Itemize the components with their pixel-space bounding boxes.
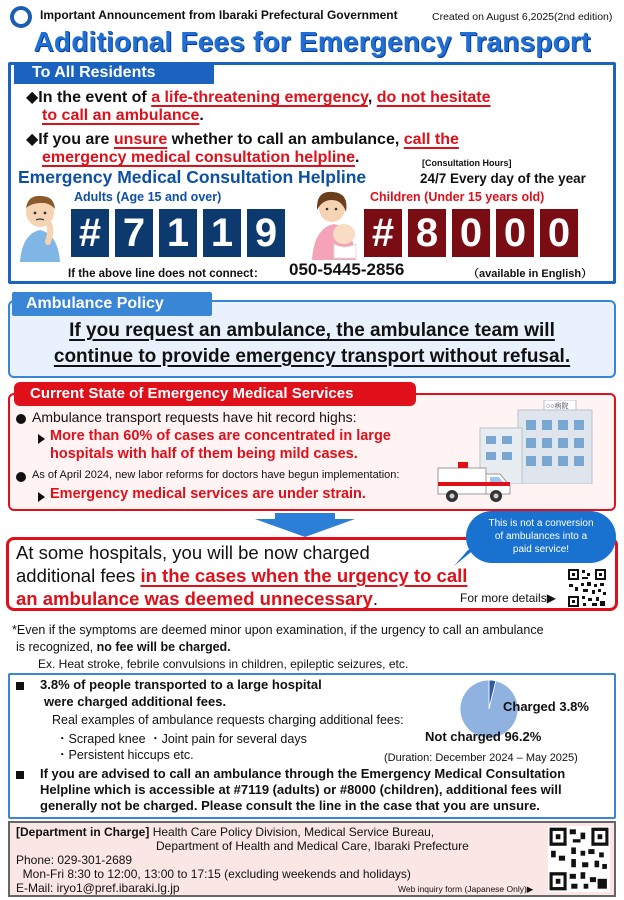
stats-point-1-line-2: were charged additional fees. xyxy=(44,694,227,709)
phone: Phone: 029-301-2689 xyxy=(16,853,133,867)
children-label: Children (Under 15 years old) xyxy=(370,190,545,204)
ambulance-icon xyxy=(436,458,512,504)
adult-digit: 9 xyxy=(247,209,285,257)
policy-tab: Ambulance Policy xyxy=(12,292,212,316)
square-bullet-icon xyxy=(16,682,24,690)
created-date: Created on August 6,2025(2nd edition) xyxy=(432,11,613,23)
state-bullet-1-red-2: hospitals with half of them being mild cases. xyxy=(50,446,358,462)
state-bullet-2: As of April 2024, new labor reforms for doctors have begun implementation: xyxy=(32,469,400,481)
prefecture-emblem-icon xyxy=(10,6,32,28)
web-inquiry-link[interactable]: Web inquiry form (Japanese Only)▶ xyxy=(398,884,534,894)
helpline-title: Emergency Medical Consultation Helpline xyxy=(18,167,367,187)
exemption-examples: Ex. Heat stroke, febrile convulsions in children, epileptic seizures, etc. xyxy=(38,657,409,671)
charge-line-2: additional fees in the cases when the urgency to call xyxy=(16,565,468,586)
org-heading: Important Announcement from Ibaraki Prefectural Government xyxy=(40,8,398,22)
page-title: Additional Fees for Emergency Transport xyxy=(33,26,591,57)
policy-line-2: continue to provide emergency transport without refusal. xyxy=(53,346,571,367)
state-tab: Current State of Emergency Medical Services xyxy=(14,382,416,406)
square-bullet-icon xyxy=(16,771,24,779)
stats-point-1-line-1: 3.8% of people transported to a large hospital xyxy=(40,677,322,692)
qr-code-icon[interactable] xyxy=(567,568,607,608)
examples-intro: Real examples of ambulance requests charging additional fees: xyxy=(52,713,404,727)
arrow-right-icon xyxy=(38,492,45,502)
child-digit: 8 xyxy=(408,209,446,257)
stats-duration: (Duration: December 2024 – May 2025) xyxy=(384,752,578,764)
policy-line-1: If you request an ambulance, the ambulance team will xyxy=(69,320,555,341)
pie-label-not-charged: Not charged 96.2% xyxy=(425,729,542,744)
more-details-link[interactable]: For more details▶ xyxy=(460,591,556,605)
child-digit: 0 xyxy=(540,209,578,257)
state-bullet-1-red-1: More than 60% of cases are concentrated in large xyxy=(50,428,391,444)
fallback-label: If the above line does not connect： xyxy=(68,268,265,280)
bullet-icon xyxy=(16,414,26,424)
residents-line-1b: to call an ambulance. xyxy=(42,107,204,124)
stats-point-2-line-2: Helpline which is accessible at #7119 (adults) or #8000 (children), additional fees will xyxy=(40,782,562,797)
hours-text: 24/7 Every day of the year xyxy=(420,171,586,186)
residents-line-1: ◆In the event of a life-threatening emergency, do not hesitate xyxy=(26,89,491,106)
adults-label: Adults (Age 15 and over) xyxy=(74,190,222,204)
residents-line-2b: emergency medical consultation helpline. xyxy=(42,149,360,166)
adult-digit: 7 xyxy=(115,209,153,257)
child-digit: 0 xyxy=(496,209,534,257)
state-bullet-1: Ambulance transport requests have hit record highs: xyxy=(32,409,357,425)
web-inquiry-qr-icon[interactable] xyxy=(548,826,610,892)
not-paid-service-bubble: This is not a conversion of ambulances into a paid service! xyxy=(466,511,616,563)
hospital-sign: ○○病院 xyxy=(546,403,569,410)
fallback-number: 050-5445-2856 xyxy=(289,260,405,279)
worried-adult-icon xyxy=(14,192,68,262)
hours-label: [Consultation Hours] xyxy=(422,158,512,168)
arrow-right-icon xyxy=(38,434,45,444)
stats-point-2-line-1: If you are advised to call an ambulance through the Emergency Medical Consultation xyxy=(40,766,566,781)
example-line-1: ・Scraped knee ・Joint pain for several days xyxy=(56,732,307,746)
adult-digit: 1 xyxy=(159,209,197,257)
example-line-2: ・Persistent hiccups etc. xyxy=(56,748,194,762)
adult-digit: # xyxy=(71,209,109,257)
english-note: （available in English） xyxy=(468,268,593,280)
email: E-Mail: iryo1@pref.ibaraki.lg.jp xyxy=(16,881,180,895)
down-arrow-icon xyxy=(255,513,355,537)
charge-line-1: At some hospitals, you will be now charged xyxy=(16,542,370,563)
charge-line-3: an ambulance was deemed unnecessary. xyxy=(16,588,378,609)
dept-line-1: [Department in Charge] Health Care Policy Division, Medical Service Bureau, xyxy=(16,825,435,839)
residents-tab: To All Residents xyxy=(14,62,214,84)
fee-exemption-note: *Even if the symptoms are deemed minor upon examination, if the urgency to call an ambulance is recognized, no fee will be charged. xyxy=(12,623,544,654)
stats-point-2-line-3: generally not be charged. Please consult the line in the case that you are unsure. xyxy=(40,798,540,813)
child-digit: # xyxy=(364,209,402,257)
bullet-icon xyxy=(16,472,26,482)
adult-digit: 1 xyxy=(203,209,241,257)
state-bullet-2-red: Emergency medical services are under strain. xyxy=(50,486,366,502)
dept-line-2: Department of Health and Medical Care, Ibaraki Prefecture xyxy=(156,839,469,853)
child-digit: 0 xyxy=(452,209,490,257)
pie-label-charged: Charged 3.8% xyxy=(503,699,589,714)
mother-child-icon xyxy=(306,188,366,260)
residents-line-2: ◆If you are unsure whether to call an ambulance, call the xyxy=(26,131,459,148)
office-hours: Mon-Fri 8:30 to 12:00, 13:00 to 17:15 (excluding weekends and holidays) xyxy=(16,867,411,881)
